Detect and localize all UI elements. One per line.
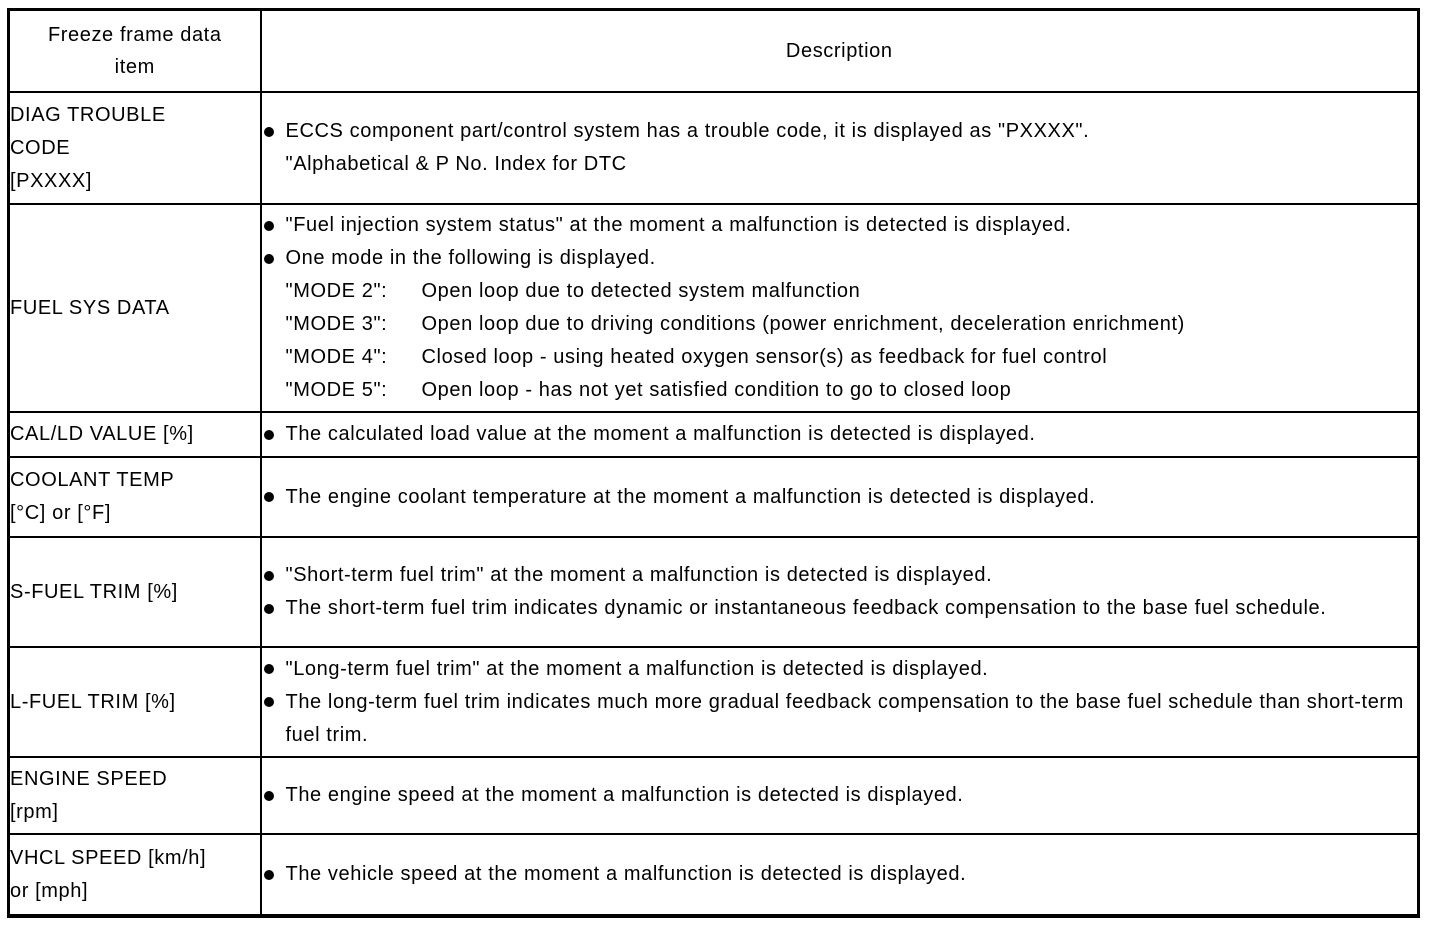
bullet-icon <box>262 686 286 719</box>
bullet-icon <box>262 418 286 451</box>
item-label: CODE <box>10 136 71 159</box>
bullet-item <box>262 559 1418 592</box>
bullet-item <box>262 779 1418 812</box>
table-row <box>9 757 1419 834</box>
mode-key: "MODE 3": <box>285 313 388 335</box>
item-cell <box>9 647 261 757</box>
mode-value: Closed loop - using heated oxygen sensor(s) as feedback for fuel control <box>421 346 1108 368</box>
table-row <box>9 92 1419 204</box>
item-cell <box>9 537 261 647</box>
item-label: or [mph] <box>10 879 89 902</box>
bullet-item <box>262 209 1418 242</box>
bullet-icon <box>262 559 286 592</box>
mode-value: Open loop - has not yet satisfied condition to go to closed loop <box>421 379 1012 401</box>
bullet-item <box>262 686 1418 752</box>
bullet-item <box>262 115 1418 148</box>
freeze-frame-data-table <box>7 8 1420 918</box>
table-row <box>9 647 1419 757</box>
mode-line <box>262 341 1418 374</box>
item-cell <box>9 834 261 916</box>
header-item-line-2: item <box>114 56 155 78</box>
description-cell <box>261 457 1419 537</box>
mode-line <box>262 308 1418 341</box>
description-cell <box>261 412 1419 457</box>
bullet-icon <box>262 242 286 275</box>
item-cell <box>9 457 261 537</box>
bullet-item <box>262 592 1418 625</box>
item-label: COOLANT TEMP <box>10 469 175 491</box>
bullet-text: One mode in the following is displayed. <box>285 247 656 269</box>
bullet-text: ECCS component part/control system has a trouble code, it is displayed as "PXXXX". <box>285 120 1090 142</box>
item-label: ENGINE SPEED <box>10 767 168 790</box>
bullet-item <box>262 481 1418 514</box>
bullet-text: The vehicle speed at the moment a malfunction is detected is displayed. <box>285 863 967 885</box>
description-cell <box>261 92 1419 204</box>
description-cell <box>261 834 1419 916</box>
description-cell <box>261 537 1419 647</box>
mode-line <box>262 374 1418 407</box>
item-label: L-FUEL TRIM [%] <box>10 690 176 713</box>
item-label: [°C] or [°F] <box>10 502 111 524</box>
bullet-text: The engine coolant temperature at the moment a malfunction is detected is displayed. <box>285 485 1096 508</box>
table-row <box>9 537 1419 647</box>
mode-key: "MODE 2": <box>285 280 388 302</box>
bullet-icon <box>262 115 286 148</box>
item-label: FUEL SYS DATA <box>10 296 170 319</box>
reference-note: "Alphabetical & P No. Index for DTC <box>285 153 627 175</box>
bullet-text: The calculated load value at the moment a malfunction is detected is displayed. <box>285 423 1036 445</box>
item-label: S-FUEL TRIM [%] <box>10 580 178 603</box>
bullet-icon <box>262 592 286 625</box>
mode-key: "MODE 4": <box>285 346 388 368</box>
bullet-text: The long-term fuel trim indicates much more gradual feedback compensation to the base fuel schedule than short-term fuel trim. <box>285 690 1404 746</box>
bullet-icon <box>262 209 286 242</box>
item-label: DIAG TROUBLE <box>10 103 166 126</box>
item-label: [rpm] <box>10 800 59 823</box>
bullet-icon <box>262 653 286 686</box>
bullet-icon <box>262 779 286 812</box>
table-row <box>9 412 1419 457</box>
table-row <box>9 834 1419 916</box>
bullet-item <box>262 858 1418 891</box>
bullet-item <box>262 653 1418 686</box>
description-cell <box>261 757 1419 834</box>
description-cell <box>261 647 1419 757</box>
table-row <box>9 204 1419 412</box>
description-cell <box>261 204 1419 412</box>
header-item <box>9 10 261 93</box>
bullet-item <box>262 418 1418 451</box>
bullet-text: "Short-term fuel trim" at the moment a malfunction is detected is displayed. <box>285 564 993 586</box>
bullet-text: "Fuel injection system status" at the moment a malfunction is detected is displayed. <box>285 214 1072 236</box>
bullet-icon <box>262 481 286 514</box>
mode-key: "MODE 5": <box>285 379 388 401</box>
bullet-icon <box>262 858 286 891</box>
item-cell <box>9 204 261 412</box>
header-description: Description <box>261 10 1419 93</box>
mode-line <box>262 275 1418 308</box>
bullet-text: The engine speed at the moment a malfunction is detected is displayed. <box>285 784 964 806</box>
bullet-text: "Long-term fuel trim" at the moment a malfunction is detected is displayed. <box>285 657 989 680</box>
item-cell <box>9 412 261 457</box>
table-header-row <box>9 10 1419 93</box>
item-cell <box>9 757 261 834</box>
item-cell <box>9 92 261 204</box>
table-row <box>9 457 1419 537</box>
item-label: [PXXXX] <box>10 169 93 192</box>
bullet-text: The short-term fuel trim indicates dynamic or instantaneous feedback compensation to the base fuel schedule. <box>285 597 1327 619</box>
item-label: VHCL SPEED [km/h] <box>10 846 207 869</box>
item-label: CAL/LD VALUE [%] <box>10 423 194 445</box>
mode-value: Open loop due to detected system malfunction <box>421 280 861 302</box>
header-item-line-1: Freeze frame data <box>47 24 222 46</box>
bullet-item <box>262 242 1418 275</box>
mode-value: Open loop due to driving conditions (power enrichment, deceleration enrichment) <box>421 313 1185 335</box>
